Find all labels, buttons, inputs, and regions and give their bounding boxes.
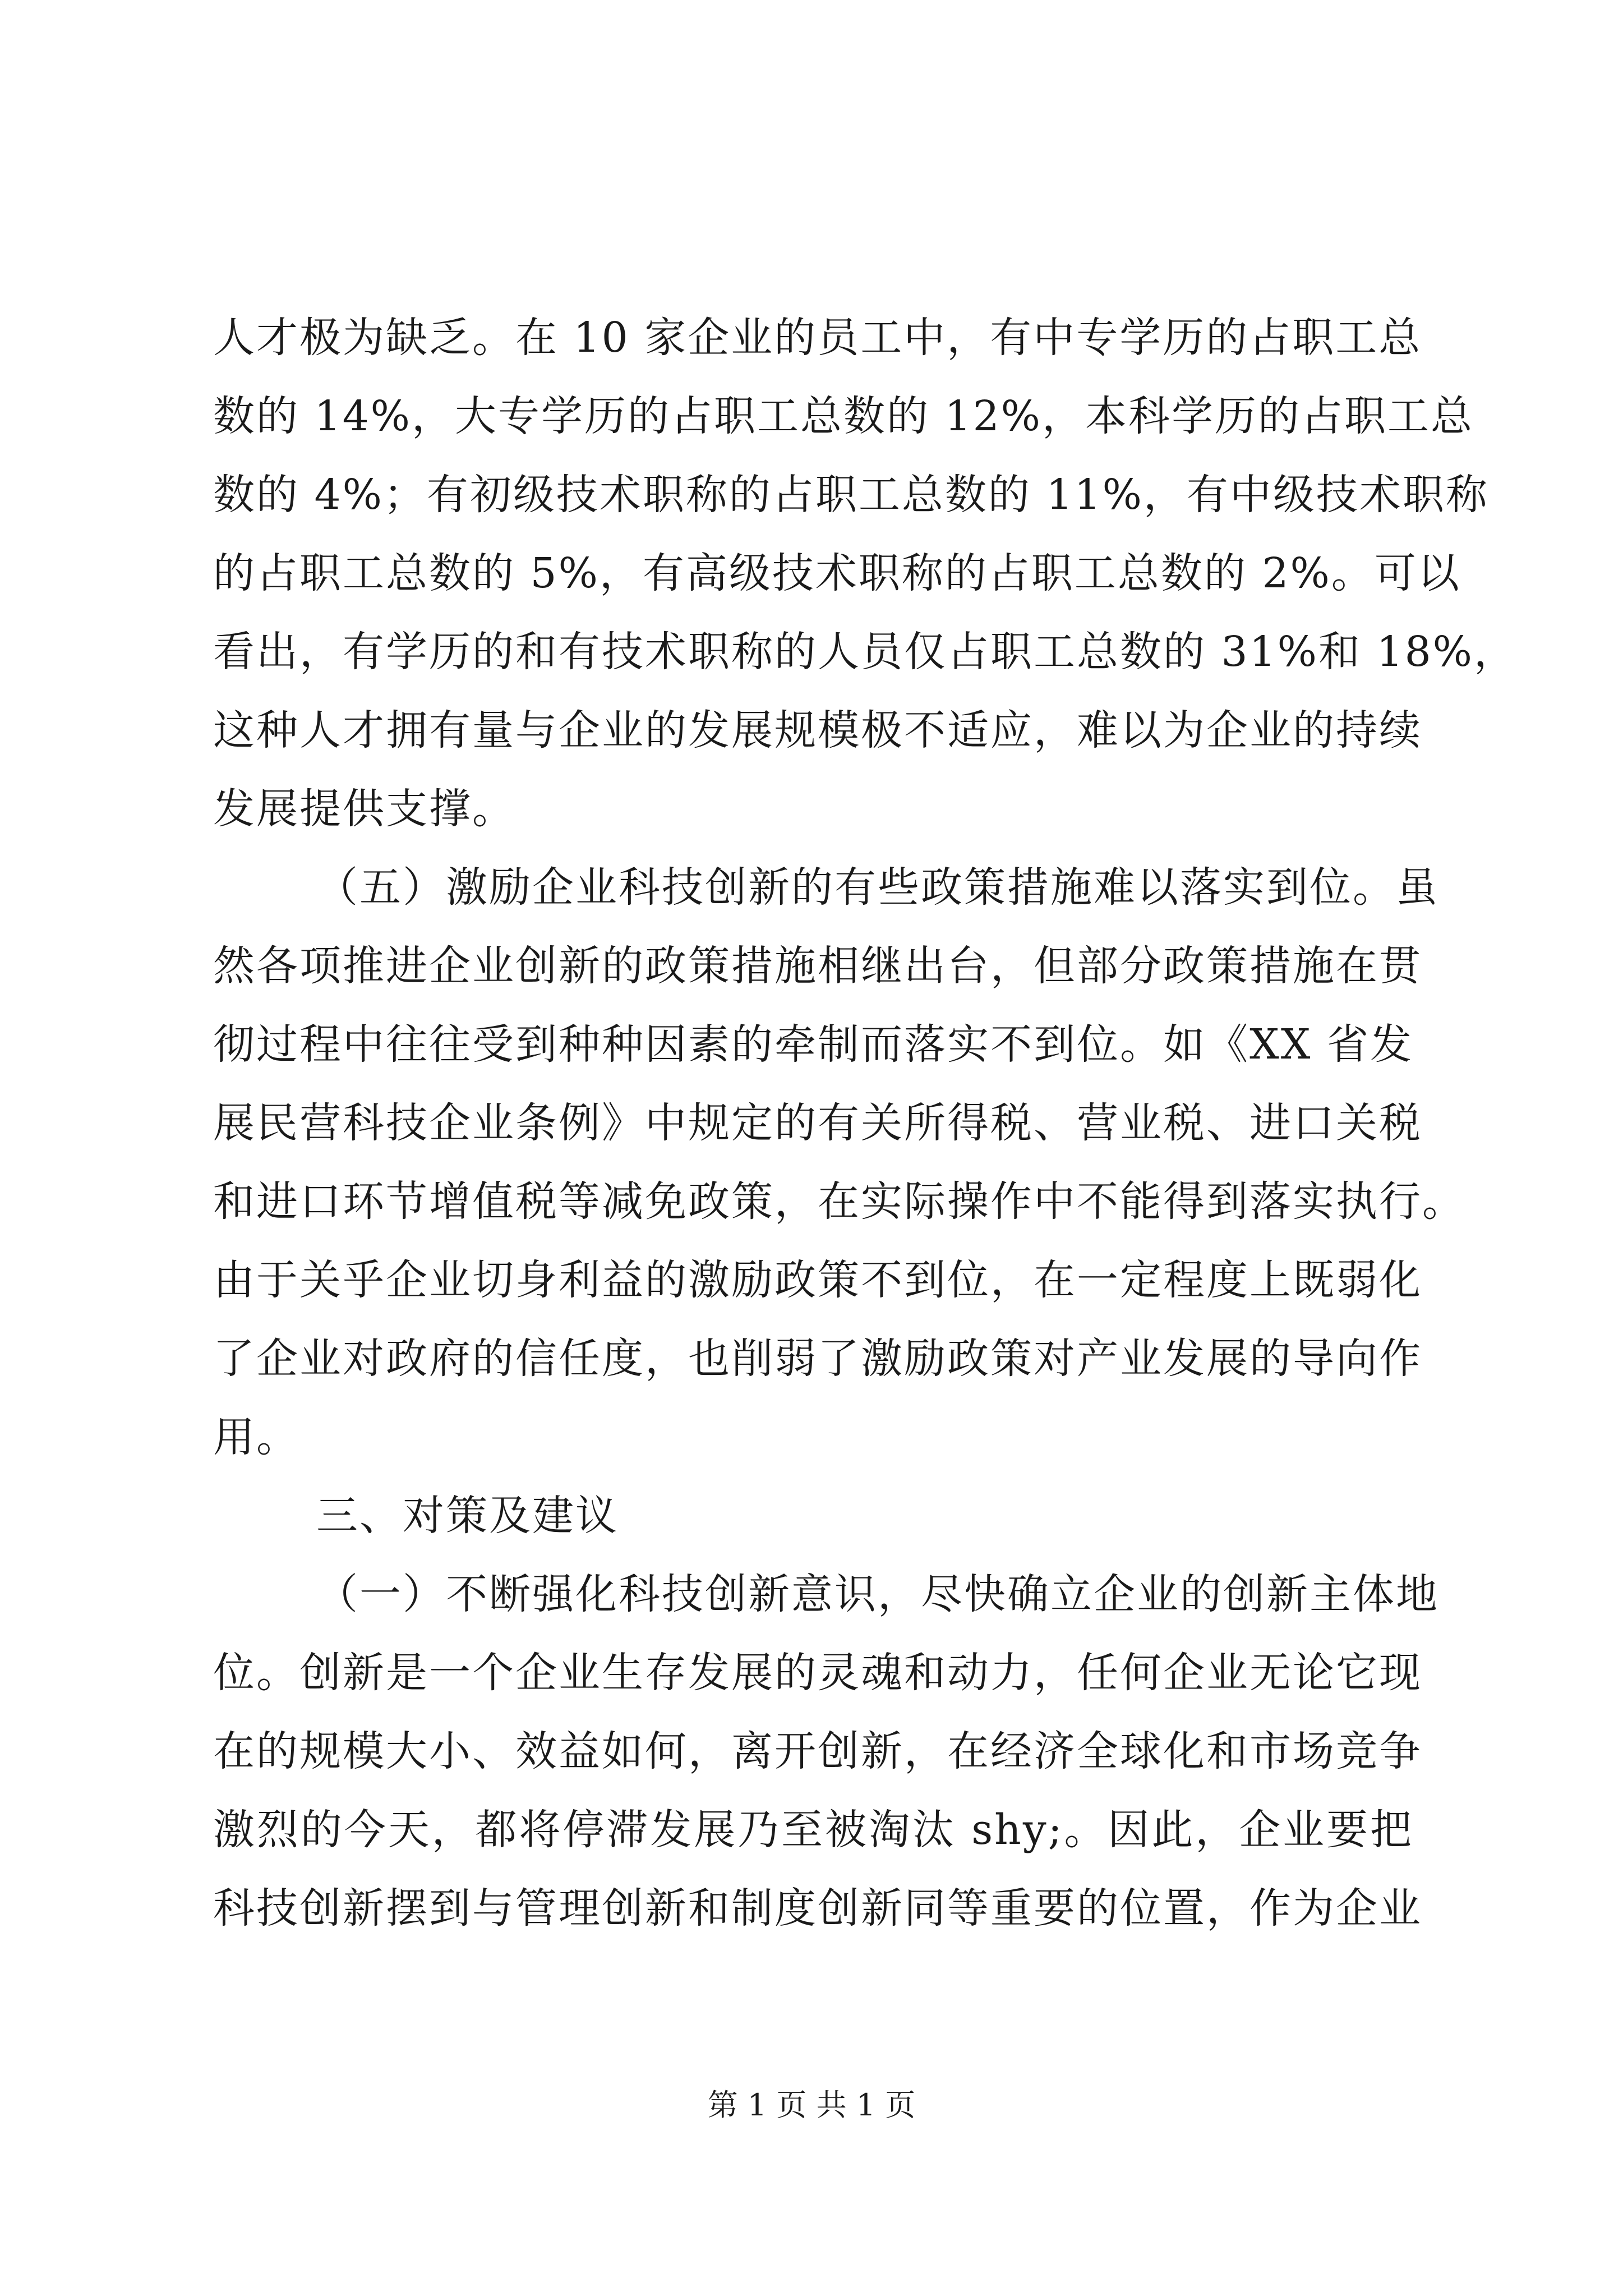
body-text-line: 了企业对政府的信任度，也削弱了激励政策对产业发展的导向作 bbox=[213, 1335, 1422, 1383]
body-text-line: 发展提供支撑。 bbox=[213, 785, 515, 833]
body-text-line: 看出，有学历的和有技术职称的人员仅占职工总数的 31%和 18%， bbox=[213, 628, 1517, 676]
body-text-line: 展民营科技企业条例》中规定的有关所得税、营业税、进口关税 bbox=[213, 1099, 1422, 1147]
paragraph-heading-line: （五）激励企业科技创新的有些政策措施难以落实到位。虽 bbox=[316, 863, 1439, 912]
body-text-line: 彻过程中往往受到种种因素的牵制而落实不到位。如《XX 省发 bbox=[213, 1020, 1413, 1069]
paragraph-heading-line: （一）不断强化科技创新意识，尽快确立企业的创新主体地 bbox=[316, 1570, 1439, 1618]
body-text-line: 科技创新摆到与管理创新和制度创新同等重要的位置，作为企业 bbox=[213, 1884, 1422, 1932]
body-text-line: 然各项推进企业创新的政策措施相继出台，但部分政策措施在贯 bbox=[213, 942, 1422, 990]
body-text-line: 用。 bbox=[213, 1413, 299, 1461]
body-text-line: 在的规模大小、效益如何，离开创新，在经济全球化和市场竞争 bbox=[213, 1727, 1422, 1775]
body-text-line: 的占职工总数的 5%，有高级技术职称的占职工总数的 2%。可以 bbox=[213, 549, 1461, 597]
body-text-line: 和进口环节增值税等减免政策，在实际操作中不能得到落实执行。 bbox=[213, 1177, 1465, 1226]
body-text-line: 由于关乎企业切身利益的激励政策不到位，在一定程度上既弱化 bbox=[213, 1256, 1422, 1304]
page-footer: 第 1 页 共 1 页 bbox=[707, 2087, 916, 2123]
body-text-line: 数的 14%，大专学历的占职工总数的 12%，本科学历的占职工总 bbox=[213, 392, 1474, 440]
body-text-line: 位。创新是一个企业生存发展的灵魂和动力，任何企业无论它现 bbox=[213, 1649, 1422, 1697]
body-text-line: 人才极为缺乏。在 10 家企业的员工中，有中专学历的占职工总 bbox=[213, 314, 1422, 362]
body-text-line: 激烈的今天，都将停滞发展乃至被淘汰 shy;。因此，企业要把 bbox=[213, 1806, 1413, 1854]
body-text-line: 这种人才拥有量与企业的发展规模极不适应，难以为企业的持续 bbox=[213, 706, 1422, 754]
body-text-line: 数的 4%；有初级技术职称的占职工总数的 11%，有中级技术职称 bbox=[213, 471, 1489, 519]
section-heading: 三、对策及建议 bbox=[316, 1492, 619, 1540]
